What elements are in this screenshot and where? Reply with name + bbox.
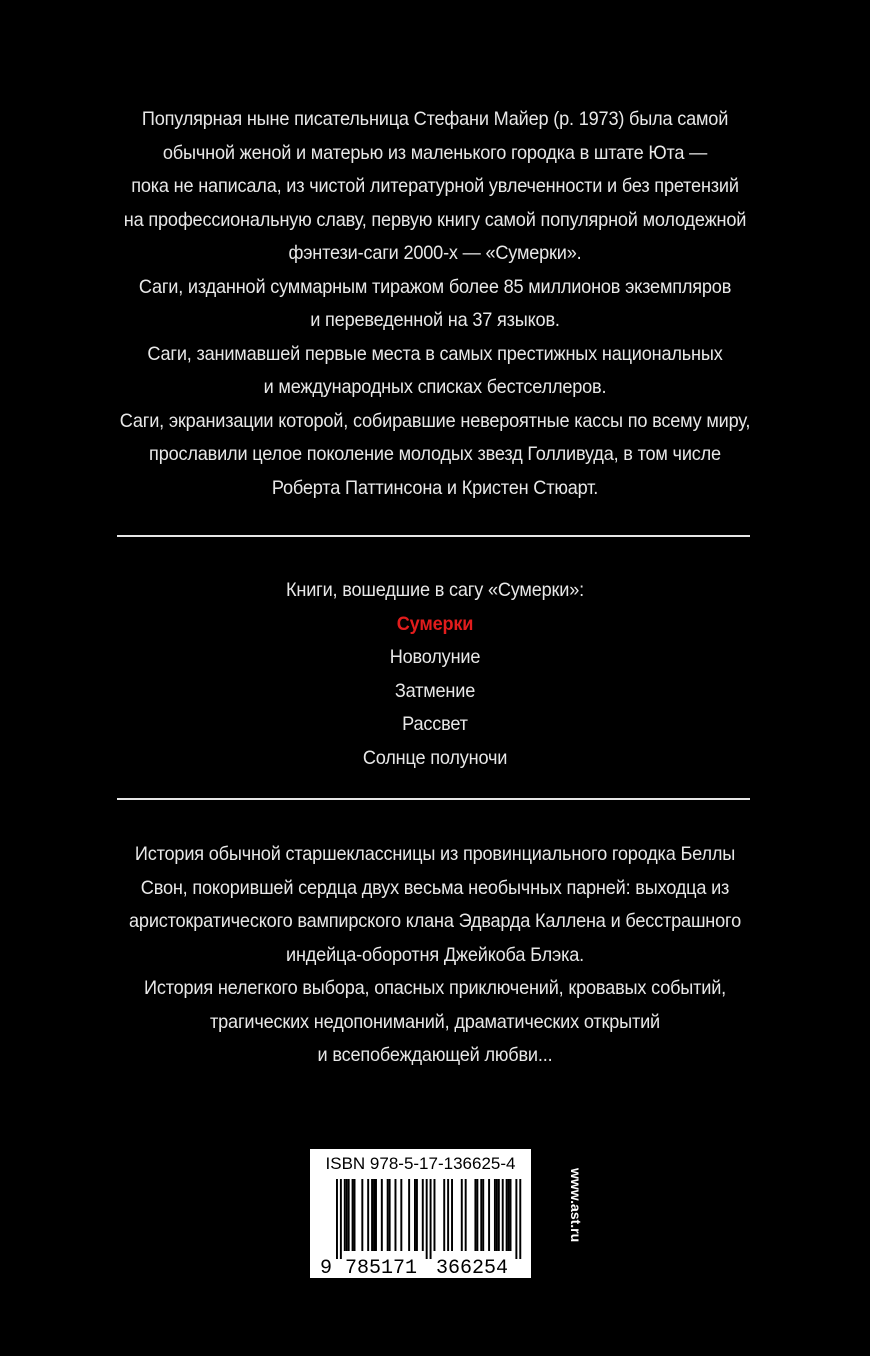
story-line: аристократического вампирского клана Эдварда Каллена и бесстрашного — [129, 910, 741, 932]
barcode-bar — [336, 1179, 338, 1259]
barcode-bar — [389, 1179, 391, 1251]
barcode-bar — [371, 1179, 373, 1251]
barcode-digits-left: 785171 — [344, 1257, 418, 1278]
barcode-bar — [395, 1179, 397, 1251]
barcode-bar — [400, 1179, 402, 1251]
story-text — [68, 838, 803, 1073]
barcode-image — [310, 1149, 531, 1278]
barcode-bar — [387, 1179, 389, 1251]
intro-line: Популярная ныне писательница Стефани Майер (р. 1973) была самой — [141, 108, 729, 130]
book-title: Рассвет — [402, 713, 468, 735]
barcode-bar — [434, 1179, 436, 1251]
series-heading: Книги, вошедшие в сагу «Сумерки»: — [286, 579, 584, 601]
intro-line: обычной женой и матерью из маленького городка в штате Юта — — [162, 141, 708, 164]
book-title: Солнце полуночи — [362, 746, 508, 769]
divider-top — [117, 535, 750, 537]
intro-text — [68, 103, 803, 505]
intro-line: на профессиональную славу, первую книгу самой популярной молодежной — [123, 208, 747, 231]
barcode-bar — [506, 1179, 508, 1251]
barcode-bar — [519, 1179, 521, 1259]
barcode-bar — [414, 1179, 416, 1251]
intro-line: и международных списках бестселлеров. — [263, 376, 607, 398]
publisher-website: www.ast.ru — [568, 1168, 584, 1243]
intro-line: и переведенной на 37 языков. — [310, 309, 560, 331]
barcode-bar — [348, 1179, 350, 1251]
barcode-bar — [515, 1179, 517, 1259]
barcode-bar — [416, 1179, 418, 1251]
barcode-bar — [367, 1179, 369, 1251]
barcode-bar — [465, 1179, 467, 1251]
barcode-bar — [354, 1179, 356, 1251]
barcode-digits-right: 366254 — [435, 1257, 509, 1278]
barcode-bar — [502, 1179, 504, 1251]
book-title-current: Сумерки — [396, 612, 474, 635]
barcode-bar — [352, 1179, 354, 1251]
barcode-bar — [447, 1179, 449, 1251]
intro-line: фэнтези-саги 2000-х — «Сумерки». — [288, 242, 582, 264]
intro-line: Саги, изданной суммарным тиражом более 85 миллионов экземпляров — [138, 275, 732, 298]
isbn-number: ISBN 978-5-17-136625-4 — [325, 1154, 516, 1173]
barcode-bar — [494, 1179, 496, 1251]
barcode-bar — [361, 1179, 363, 1251]
barcode-bar — [443, 1179, 445, 1251]
barcode-bar — [373, 1179, 375, 1251]
divider-bottom — [117, 798, 750, 800]
barcode-bar — [480, 1179, 482, 1251]
barcode-bar — [422, 1179, 424, 1251]
barcode-bar — [408, 1179, 410, 1251]
barcode-bar — [426, 1179, 428, 1259]
barcode-digit-lead: 9 — [320, 1257, 333, 1278]
story-line: Свон, покорившей сердца двух весьма необычных парней: выходца из — [140, 876, 730, 899]
barcode-bar — [474, 1179, 476, 1251]
barcode-bar — [344, 1179, 346, 1251]
barcode-bar — [488, 1179, 490, 1251]
story-line: История обычной старшеклассницы из провинциального городка Беллы — [134, 843, 736, 865]
barcode-bar — [375, 1179, 377, 1251]
intro-line: Саги, экранизации которой, собиравшие невероятные кассы по всему миру, — [119, 409, 751, 432]
intro-line: пока не написала, из чистой литературной увлеченности и без претензий — [131, 175, 739, 197]
book-title: Новолуние — [389, 646, 481, 668]
story-line: трагических недопониманий, драматических открытий — [210, 1010, 660, 1033]
barcode-bar — [482, 1179, 484, 1251]
story-line: История нелегкого выбора, опасных приключений, кровавых событий, — [143, 977, 727, 999]
barcode-bar — [498, 1179, 500, 1251]
barcode-bar — [508, 1179, 510, 1251]
story-line: индейца-оборотня Джейкоба Блэка. — [286, 943, 584, 966]
barcode-bar — [476, 1179, 478, 1251]
barcode-bar — [430, 1179, 432, 1259]
barcode-bar — [496, 1179, 498, 1251]
barcode-bar — [451, 1179, 453, 1251]
barcode-bar — [461, 1179, 463, 1251]
intro-line: прославили целое поколение молодых звезд Голливуда, в том числе — [149, 443, 721, 465]
barcode-bars — [336, 1179, 521, 1259]
book-title: Затмение — [394, 679, 476, 702]
series-list — [68, 574, 803, 775]
intro-line: Роберта Паттинсона и Кристен Стюарт. — [271, 476, 599, 499]
story-line: и всепобеждающей любви... — [317, 1044, 553, 1066]
isbn-barcode — [310, 1149, 531, 1278]
barcode-bar — [346, 1179, 348, 1251]
intro-line: Саги, занимавшей первые места в самых престижных национальных — [147, 342, 723, 365]
barcode-bar — [381, 1179, 383, 1251]
barcode-bar — [510, 1179, 512, 1251]
barcode-bar — [340, 1179, 342, 1259]
